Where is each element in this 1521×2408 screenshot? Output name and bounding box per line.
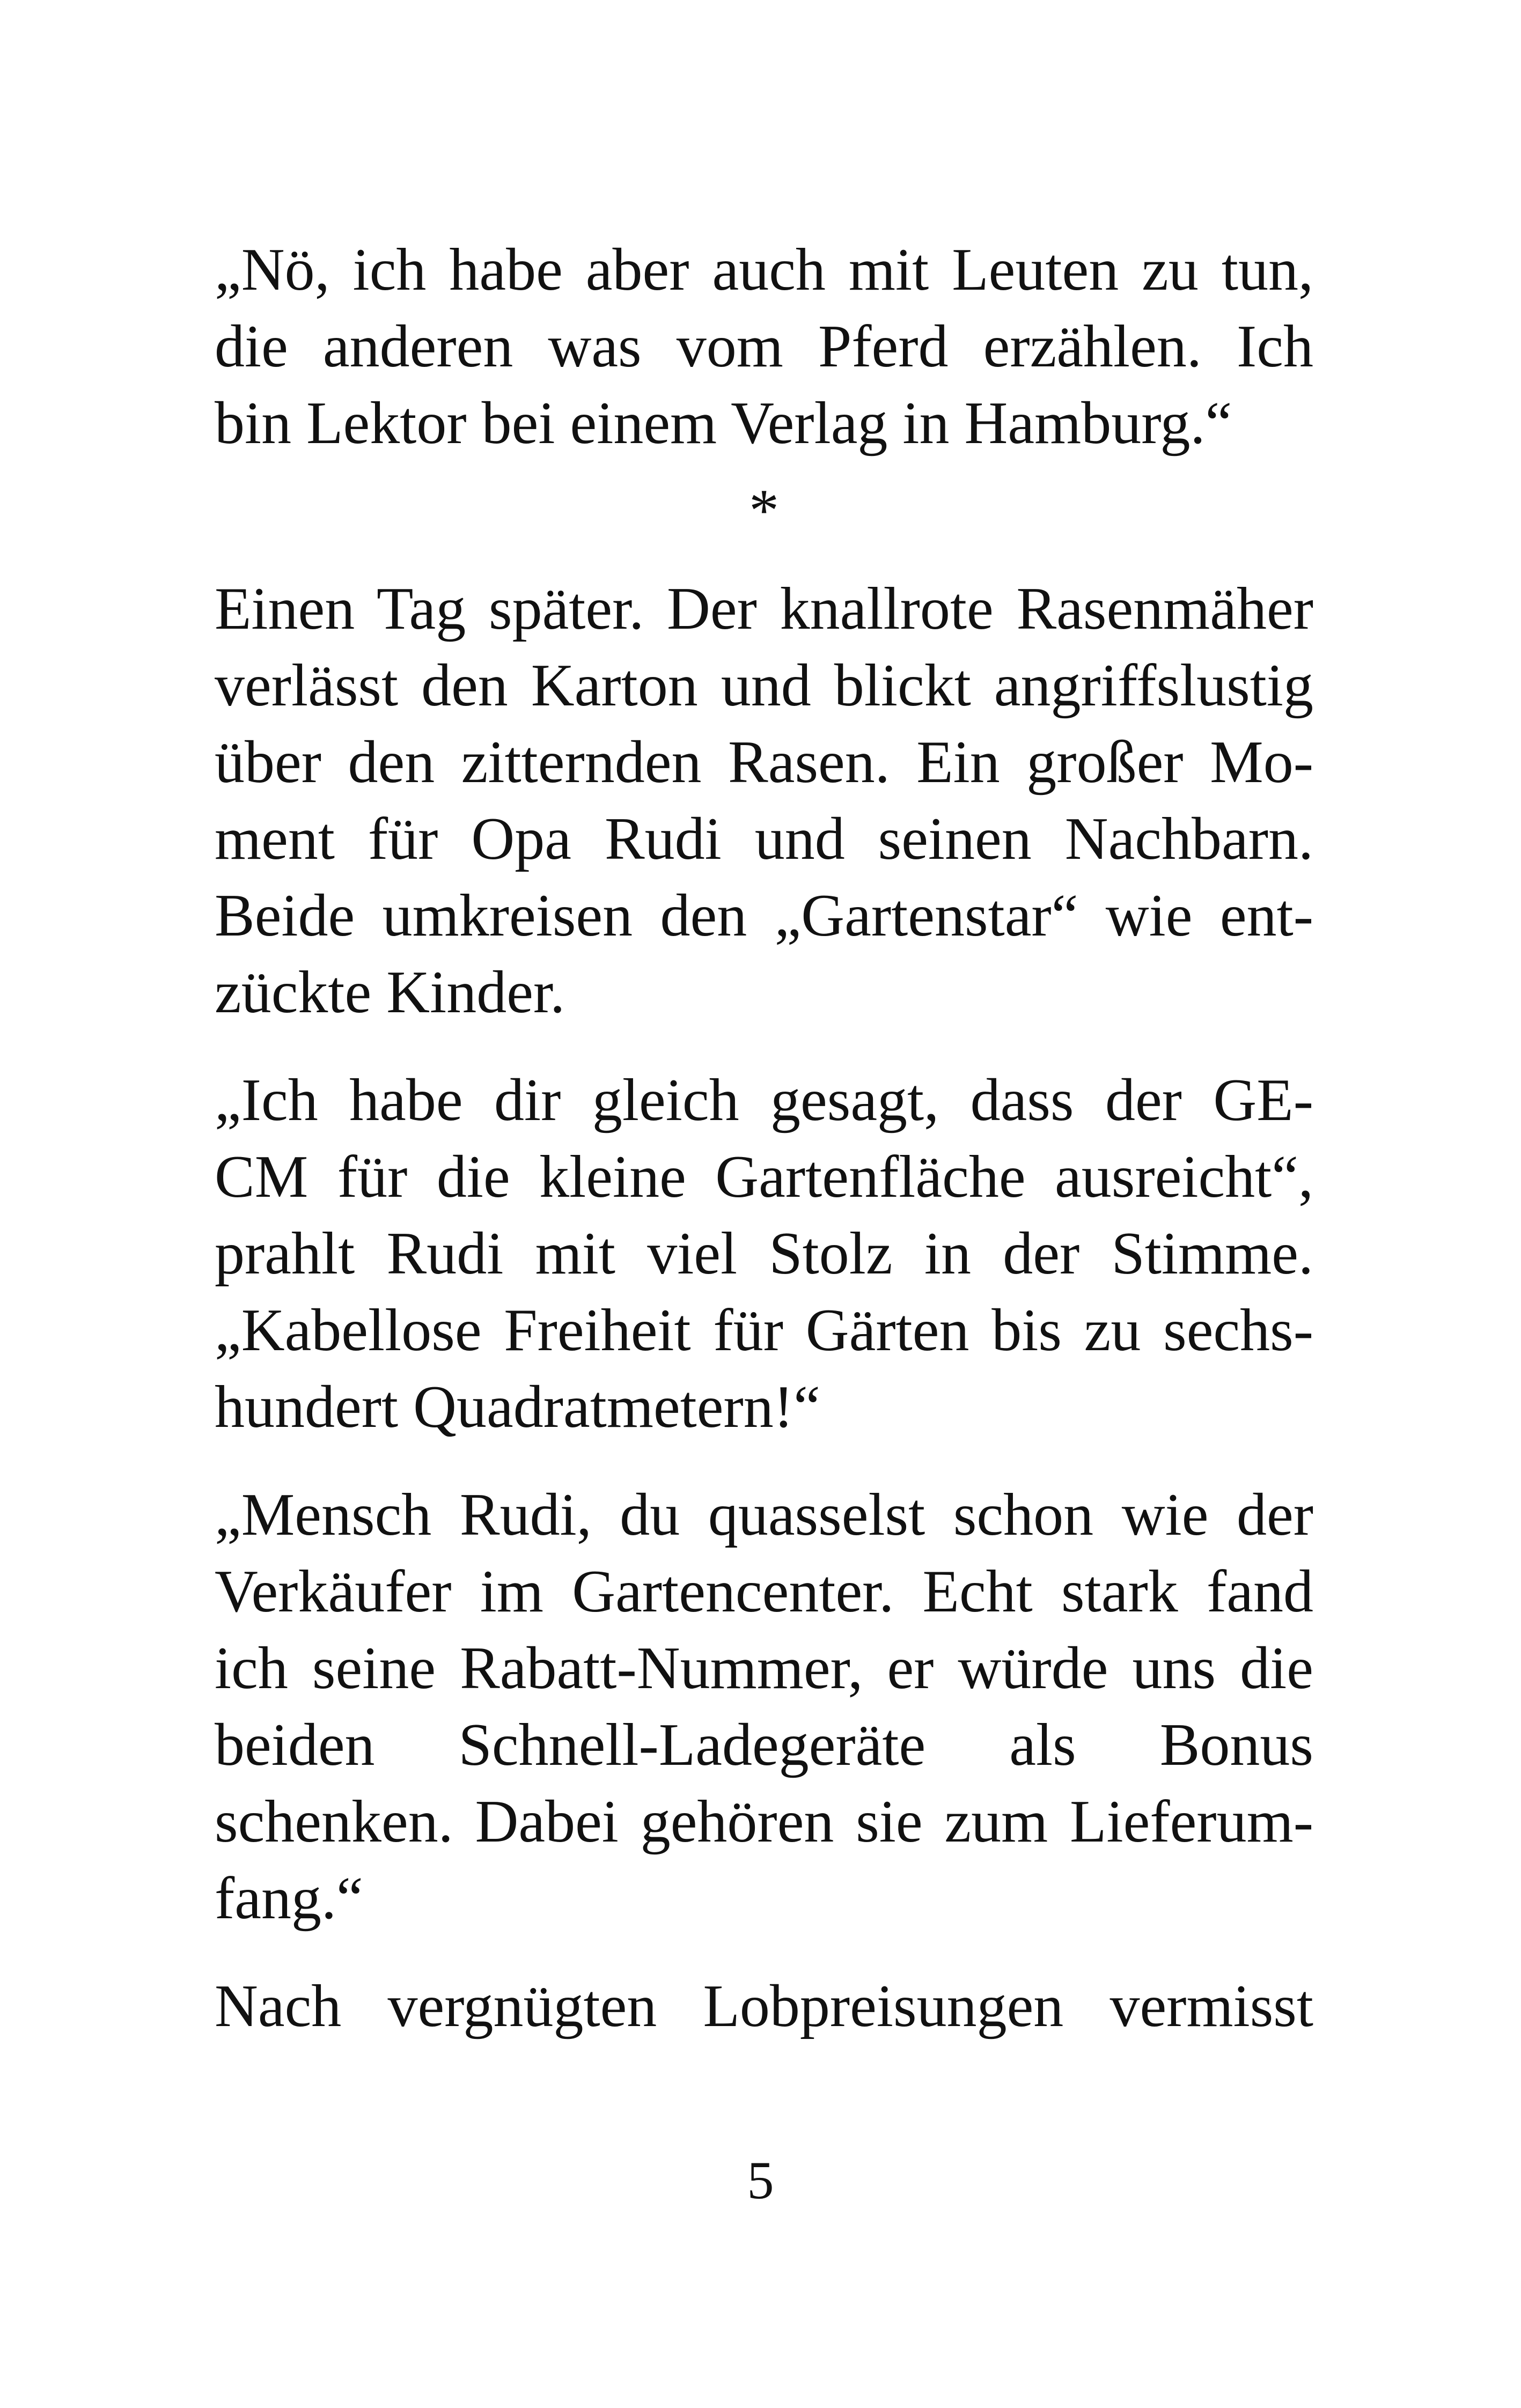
text-line: „Nö, ich habe aber auch mit Leuten zu tun,	[215, 237, 1313, 303]
paragraph-5	[215, 1968, 1313, 2045]
text-line: Beide umkreisen den „Gartenstar“ wie ent-	[215, 882, 1313, 949]
paragraph-1	[215, 232, 1313, 462]
text-line: beiden Schnell-Ladegeräte als Bonus	[215, 1712, 1313, 1778]
paragraph-2	[215, 571, 1313, 1031]
page-number: 5	[747, 2151, 774, 2210]
text-line: bin Lektor bei einem Verlag in Hamburg.“	[215, 390, 1232, 456]
paragraph-gap	[215, 1031, 1313, 1062]
text-line: „Mensch Rudi, du quasselst schon wie der	[215, 1482, 1313, 1548]
paragraph-3	[215, 1062, 1313, 1446]
text-line: CM für die kleine Gartenfläche ausreicht“,	[215, 1144, 1313, 1210]
text-line: ich seine Rabatt-Nummer, er würde uns die	[215, 1635, 1313, 1702]
text-line: die anderen was vom Pferd erzählen. Ich	[215, 313, 1313, 380]
paragraph-4	[215, 1477, 1313, 1937]
text-line: schenken. Dabei gehören sie zum Lieferum-	[215, 1788, 1313, 1855]
paragraph-gap	[215, 1446, 1313, 1477]
text-line: „Ich habe dir gleich gesagt, dass der GE-	[215, 1067, 1313, 1133]
text-line: zückte Kinder.	[215, 959, 565, 1026]
paragraph-gap	[215, 1937, 1313, 1968]
text-line: Nach vergnügten Lobpreisungen vermisst	[215, 1973, 1313, 2039]
text-line: über den zitternden Rasen. Ein großer Mo-	[215, 729, 1313, 796]
text-line: Einen Tag später. Der knallrote Rasenmäher	[215, 576, 1313, 642]
text-line: ment für Opa Rudi und seinen Nachbarn.	[215, 806, 1313, 872]
text-line: Verkäufer im Gartencenter. Echt stark fand	[215, 1558, 1313, 1625]
text-line: „Kabellose Freiheit für Gärten bis zu sechs-	[215, 1297, 1313, 1364]
text-line: hundert Quadratmetern!“	[215, 1374, 820, 1440]
text-line: verlässt den Karton und blickt angriffslustig	[215, 652, 1313, 719]
section-separator: *	[749, 477, 779, 544]
text-line: fang.“	[215, 1865, 363, 1932]
text-line: prahlt Rudi mit viel Stolz in der Stimme.	[215, 1220, 1313, 1287]
text-column	[215, 232, 1313, 2045]
